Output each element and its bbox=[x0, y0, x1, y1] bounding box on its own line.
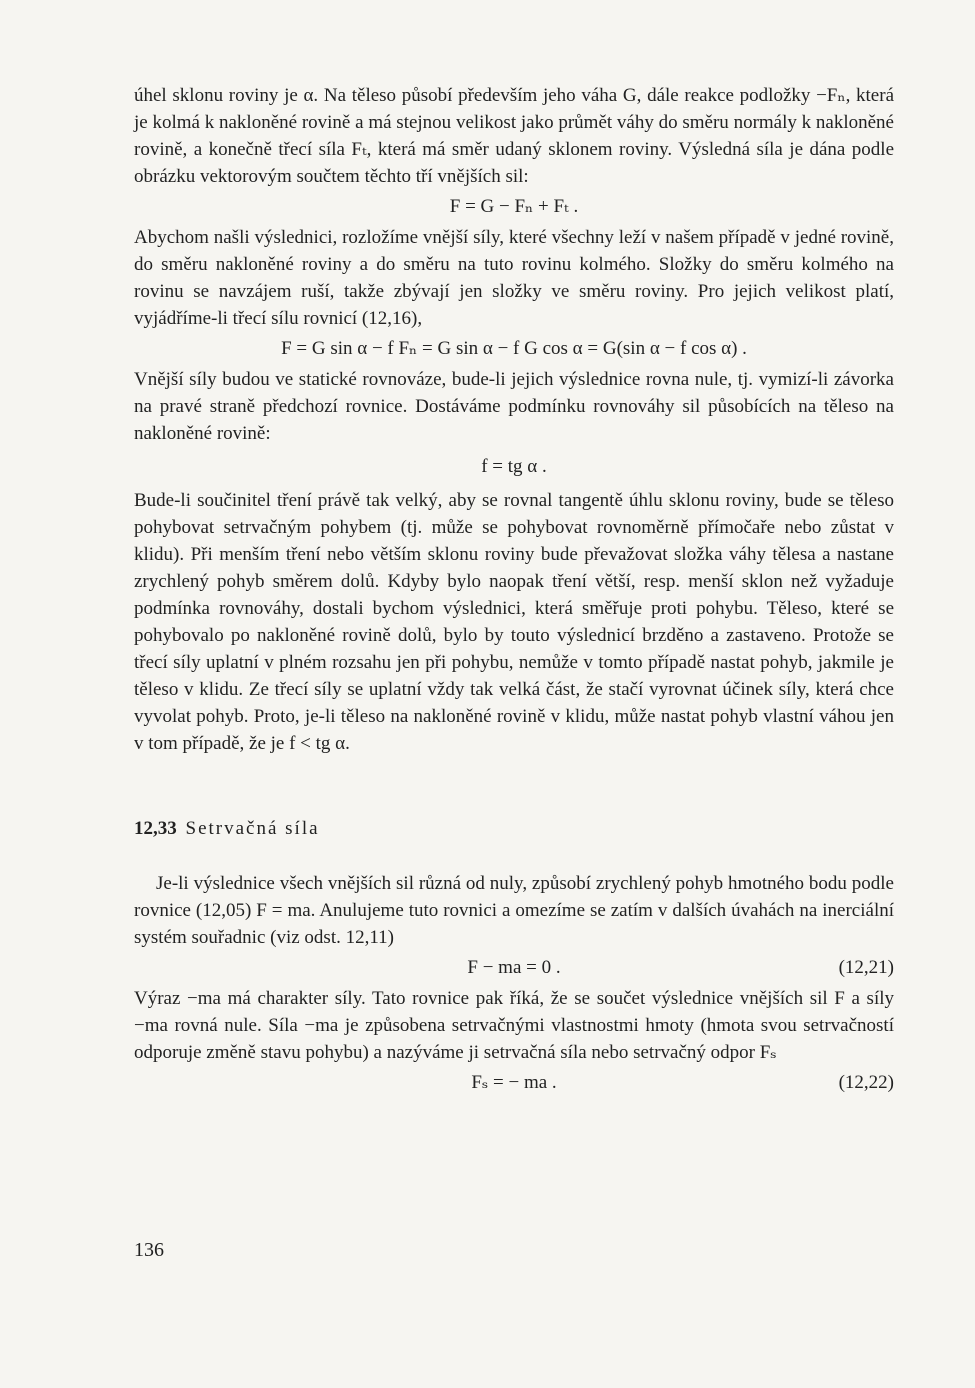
section-number: 12,33 bbox=[134, 818, 177, 839]
page-number: 136 bbox=[134, 1239, 164, 1261]
equation-text: f = tg α . bbox=[481, 456, 547, 477]
paragraph-resultant-nonzero: Je-li výslednice všech vnějších sil různá od nuly, způsobí zrychlený pohyb hmotného bodu podle rovnice (12,05) F = ma. Anulujeme tuto rovnici a omezíme se zatím v dalších úvahách na inerciální systém souřadnic (viz odst. 12,11) bbox=[134, 873, 894, 948]
paragraph-friction-discussion: Bude-li součinitel tření právě tak velký, aby se rovnal tangentě úhlu sklonu roviny, bude se těleso pohybovat setrvačným pohybem (tj. může se pohybovat rovnoměrně přímočaře nebo zůstat v klidu). Při menším tření nebo větším sklonu roviny bude převažovat složka váhy tělesa a nastane zrychlený pohyb směrem dolů. Kdyby bylo naopak tření větší, resp. menší sklon než vyžaduje podmínka rovnováhy, dostali bychom výslednici, která směřuje proti pohybu. Těleso, které se pohybovalo po nakloněné rovině dolů, bylo by touto výslednicí brzděno a zastaveno. Protože se třecí síly uplatní v plném rozsahu jen při pohybu, nemůže v tomto případě nastat pohyb, jakmile je těleso v klidu. Ze třecí síly se uplatní vždy tak velká část, že stačí vyrovnat účinek síly, která chce vyvolat pohyb. Proto, je-li těleso na nakloněné rovině v klidu, může nastat pohyb vlastní váhou jen v tom případě, že je f < tg α. bbox=[134, 490, 894, 754]
paragraph-static-equilibrium: Vnější síly budou ve statické rovnováze, bude-li jejich výslednice rovna nule, tj. vymizí-li závorka na pravé straně předchozí rovnice. Dostáváme podmínku rovnováhy sil působících na těleso na nakloněné rovině: bbox=[134, 369, 894, 444]
paragraph-inertial-force: Výraz −ma má charakter síly. Tato rovnice pak říká, že se součet výslednice vnějších sil F a síly −ma rovná nule. Síla −ma je způsobena setrvačnými vlastnostmi hmoty (hmota svou setrvačností odporuje změně stavu pohybu) a nazýváme ji setrvačná síla nebo setrvačný odpor Fₛ bbox=[134, 988, 894, 1063]
equation-12-22 bbox=[134, 1066, 894, 1100]
equation-force-magnitude bbox=[134, 332, 894, 366]
paragraph-forces-on-inclined-plane: úhel sklonu roviny je α. Na těleso působí především jeho váha G, dále reakce podložky −Fₙ, která je kolmá k nakloněné rovině a má stejnou velikost jako průmět váhy do směru normály k nakloněné rovině, a konečně třecí síla Fₜ, která má směr udaný sklonem roviny. Výsledná síla je dána podle obrázku vektorovým součtem těchto tří vnějších sil: bbox=[134, 85, 894, 187]
equation-equilibrium-condition bbox=[134, 447, 894, 487]
section-title: Setrvačná síla bbox=[185, 818, 320, 839]
equation-resultant-force bbox=[134, 190, 894, 224]
equation-text: Fₛ = − ma . bbox=[471, 1072, 557, 1093]
section-heading bbox=[134, 815, 894, 842]
equation-text: F = G − Fₙ + Fₜ . bbox=[449, 196, 579, 217]
page-content bbox=[134, 82, 894, 1100]
equation-number: (12,22) bbox=[838, 1072, 894, 1093]
equation-12-21 bbox=[134, 951, 894, 985]
paragraph-decomposition: Abychom našli výslednici, rozložíme vnější síly, které všechny leží v našem případě v jedné rovině, do směru nakloněné roviny a do směru na tuto rovinu kolmého. Složky do směru kolmého na rovinu se navzájem ruší, takže zbývají jen složky ve směru roviny. Pro jejich velikost platí, vyjádříme-li třecí sílu rovnicí (12,16), bbox=[134, 227, 894, 329]
equation-text: F = G sin α − f Fₙ = G sin α − f G cos α = G(sin α − f cos α) . bbox=[281, 338, 747, 359]
equation-number: (12,21) bbox=[838, 957, 894, 978]
equation-text: F − ma = 0 . bbox=[467, 957, 561, 978]
